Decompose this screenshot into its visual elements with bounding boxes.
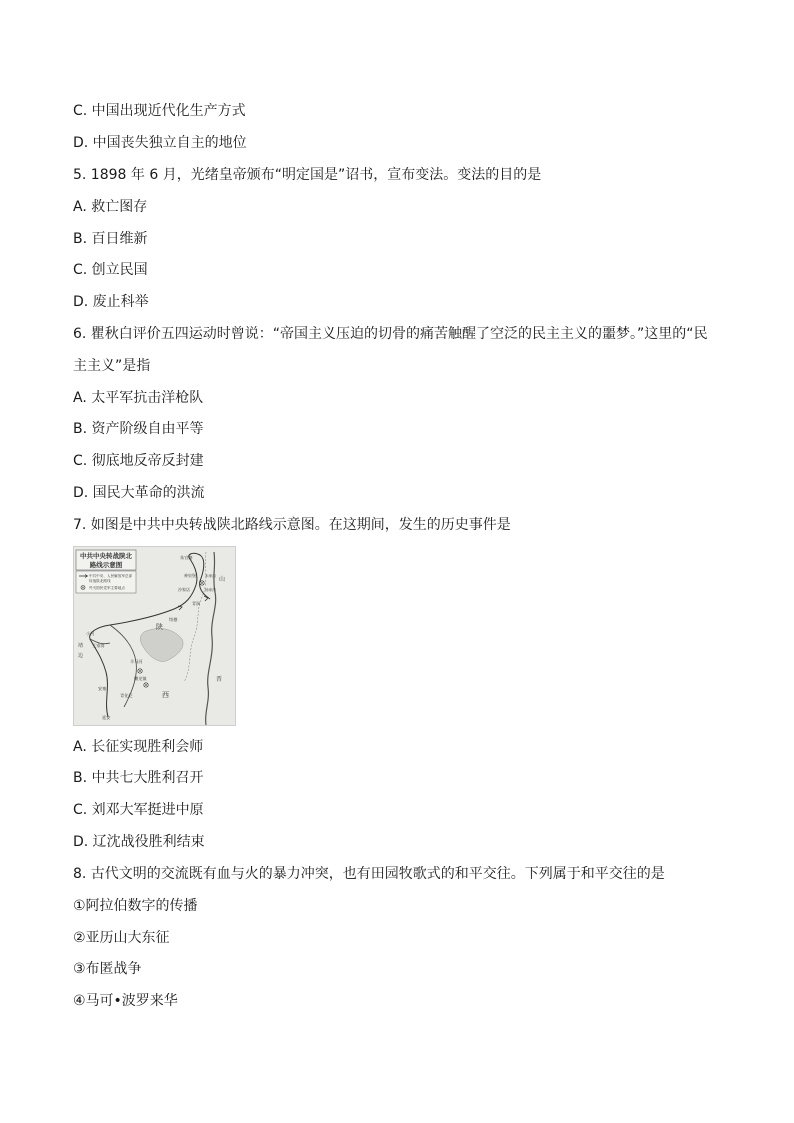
battle-marker-yanmahe [138, 669, 142, 673]
option-4c: C. 中国出现近代化生产方式 [73, 103, 246, 119]
label-suide: 绥德 [169, 617, 178, 622]
option-6a: A. 太平军抗击洋枪队 [73, 390, 204, 406]
label-bian: 边 [78, 653, 84, 659]
legend-text-1: 中共中央、人民解放军总部 [89, 574, 133, 578]
route-map-figure [73, 546, 236, 726]
label-shan: 陕 [156, 623, 163, 631]
option-7a: A. 长征实现胜利会师 [73, 739, 204, 755]
item-8-2: ②亚历山大东征 [73, 930, 170, 946]
option-7b: B. 中共七大胜利召开 [73, 770, 204, 786]
map-title-line-2: 路线示意图 [89, 561, 123, 569]
item-8-1: ①阿拉伯数字的传播 [73, 898, 198, 914]
question-6-line-1: 6. 瞿秋白评价五四运动时曾说：“帝国主义压迫的切骨的痛苦触醒了空泛的民主主义的噩梦。”这里的“民 [73, 326, 708, 342]
option-4d: D. 中国丧失独立自主的地位 [73, 135, 247, 151]
item-8-3: ③布匿战争 [73, 961, 142, 977]
question-7: 7. 如图是中共中央转战陕北路线示意图。在这期间，发生的历史事件是 [73, 517, 511, 533]
label-jin: 晋 [216, 676, 223, 683]
question-5: 5. 1898 年 6 月，光绪皇帝颁布“明定国是”诏书，宣布变法。变法的目的是 [73, 167, 542, 183]
option-7c: C. 刘邓大军挺进中原 [73, 802, 204, 818]
question-8: 8. 古代文明的交流既有血与火的暴力冲突，也有田园牧歌式的和平交往。下列属于和平交往的是 [73, 866, 665, 882]
item-8-4: ④马可•波罗来华 [73, 993, 178, 1009]
label-shanxi: 山 [219, 576, 226, 583]
option-5b: B. 百日维新 [73, 231, 148, 247]
label-qinghai: 青涧 [192, 601, 200, 606]
map-title-line-1: 中共中央转战陕北 [80, 552, 132, 560]
label-yangjiagou: 杨家沟 [205, 588, 216, 592]
battle-marker-panlong [144, 683, 148, 687]
label-panlong: 蟠龙镇 [134, 676, 147, 681]
label-yanan: 延安 [102, 715, 111, 720]
option-5c: C. 创立民国 [73, 262, 148, 278]
legend-text-3: 歼灭国民党军主要地点 [89, 586, 125, 590]
legend-text-2: 转战陕北路线 [89, 579, 111, 583]
label-ansai: 安塞 [98, 686, 107, 691]
route-map-svg [74, 547, 235, 725]
plateau-area [140, 628, 183, 661]
label-yanmahe: 羊马河 [130, 659, 143, 664]
option-6d: D. 国民大革命的洪流 [73, 485, 205, 501]
option-7d: D. 辽沈战役胜利结束 [73, 834, 205, 850]
label-shajiadian: 沙家店 [178, 587, 190, 592]
battle-marker-shajiadian [200, 581, 204, 585]
option-5d: D. 废止科举 [73, 294, 149, 310]
label-mijiayan: 米家沟 [205, 574, 216, 578]
label-xi: 西 [162, 691, 169, 699]
option-5a: A. 救亡图存 [73, 199, 148, 215]
label-qinghua: 青化砭 [120, 693, 133, 698]
label-shenquanbao: 神泉堡 [184, 573, 196, 578]
label-zhujiayu: 朱官寨 [180, 555, 193, 560]
question-6-line-2: 主主义”是指 [73, 358, 151, 374]
option-6c: C. 彻底地反帝反封建 [73, 453, 204, 469]
option-6b: B. 资产阶级自由平等 [73, 421, 204, 437]
label-wangjiawan: 王家湾 [92, 643, 105, 648]
label-jing: 靖 [78, 643, 84, 649]
label-xiaohe: 小河 [86, 631, 95, 636]
